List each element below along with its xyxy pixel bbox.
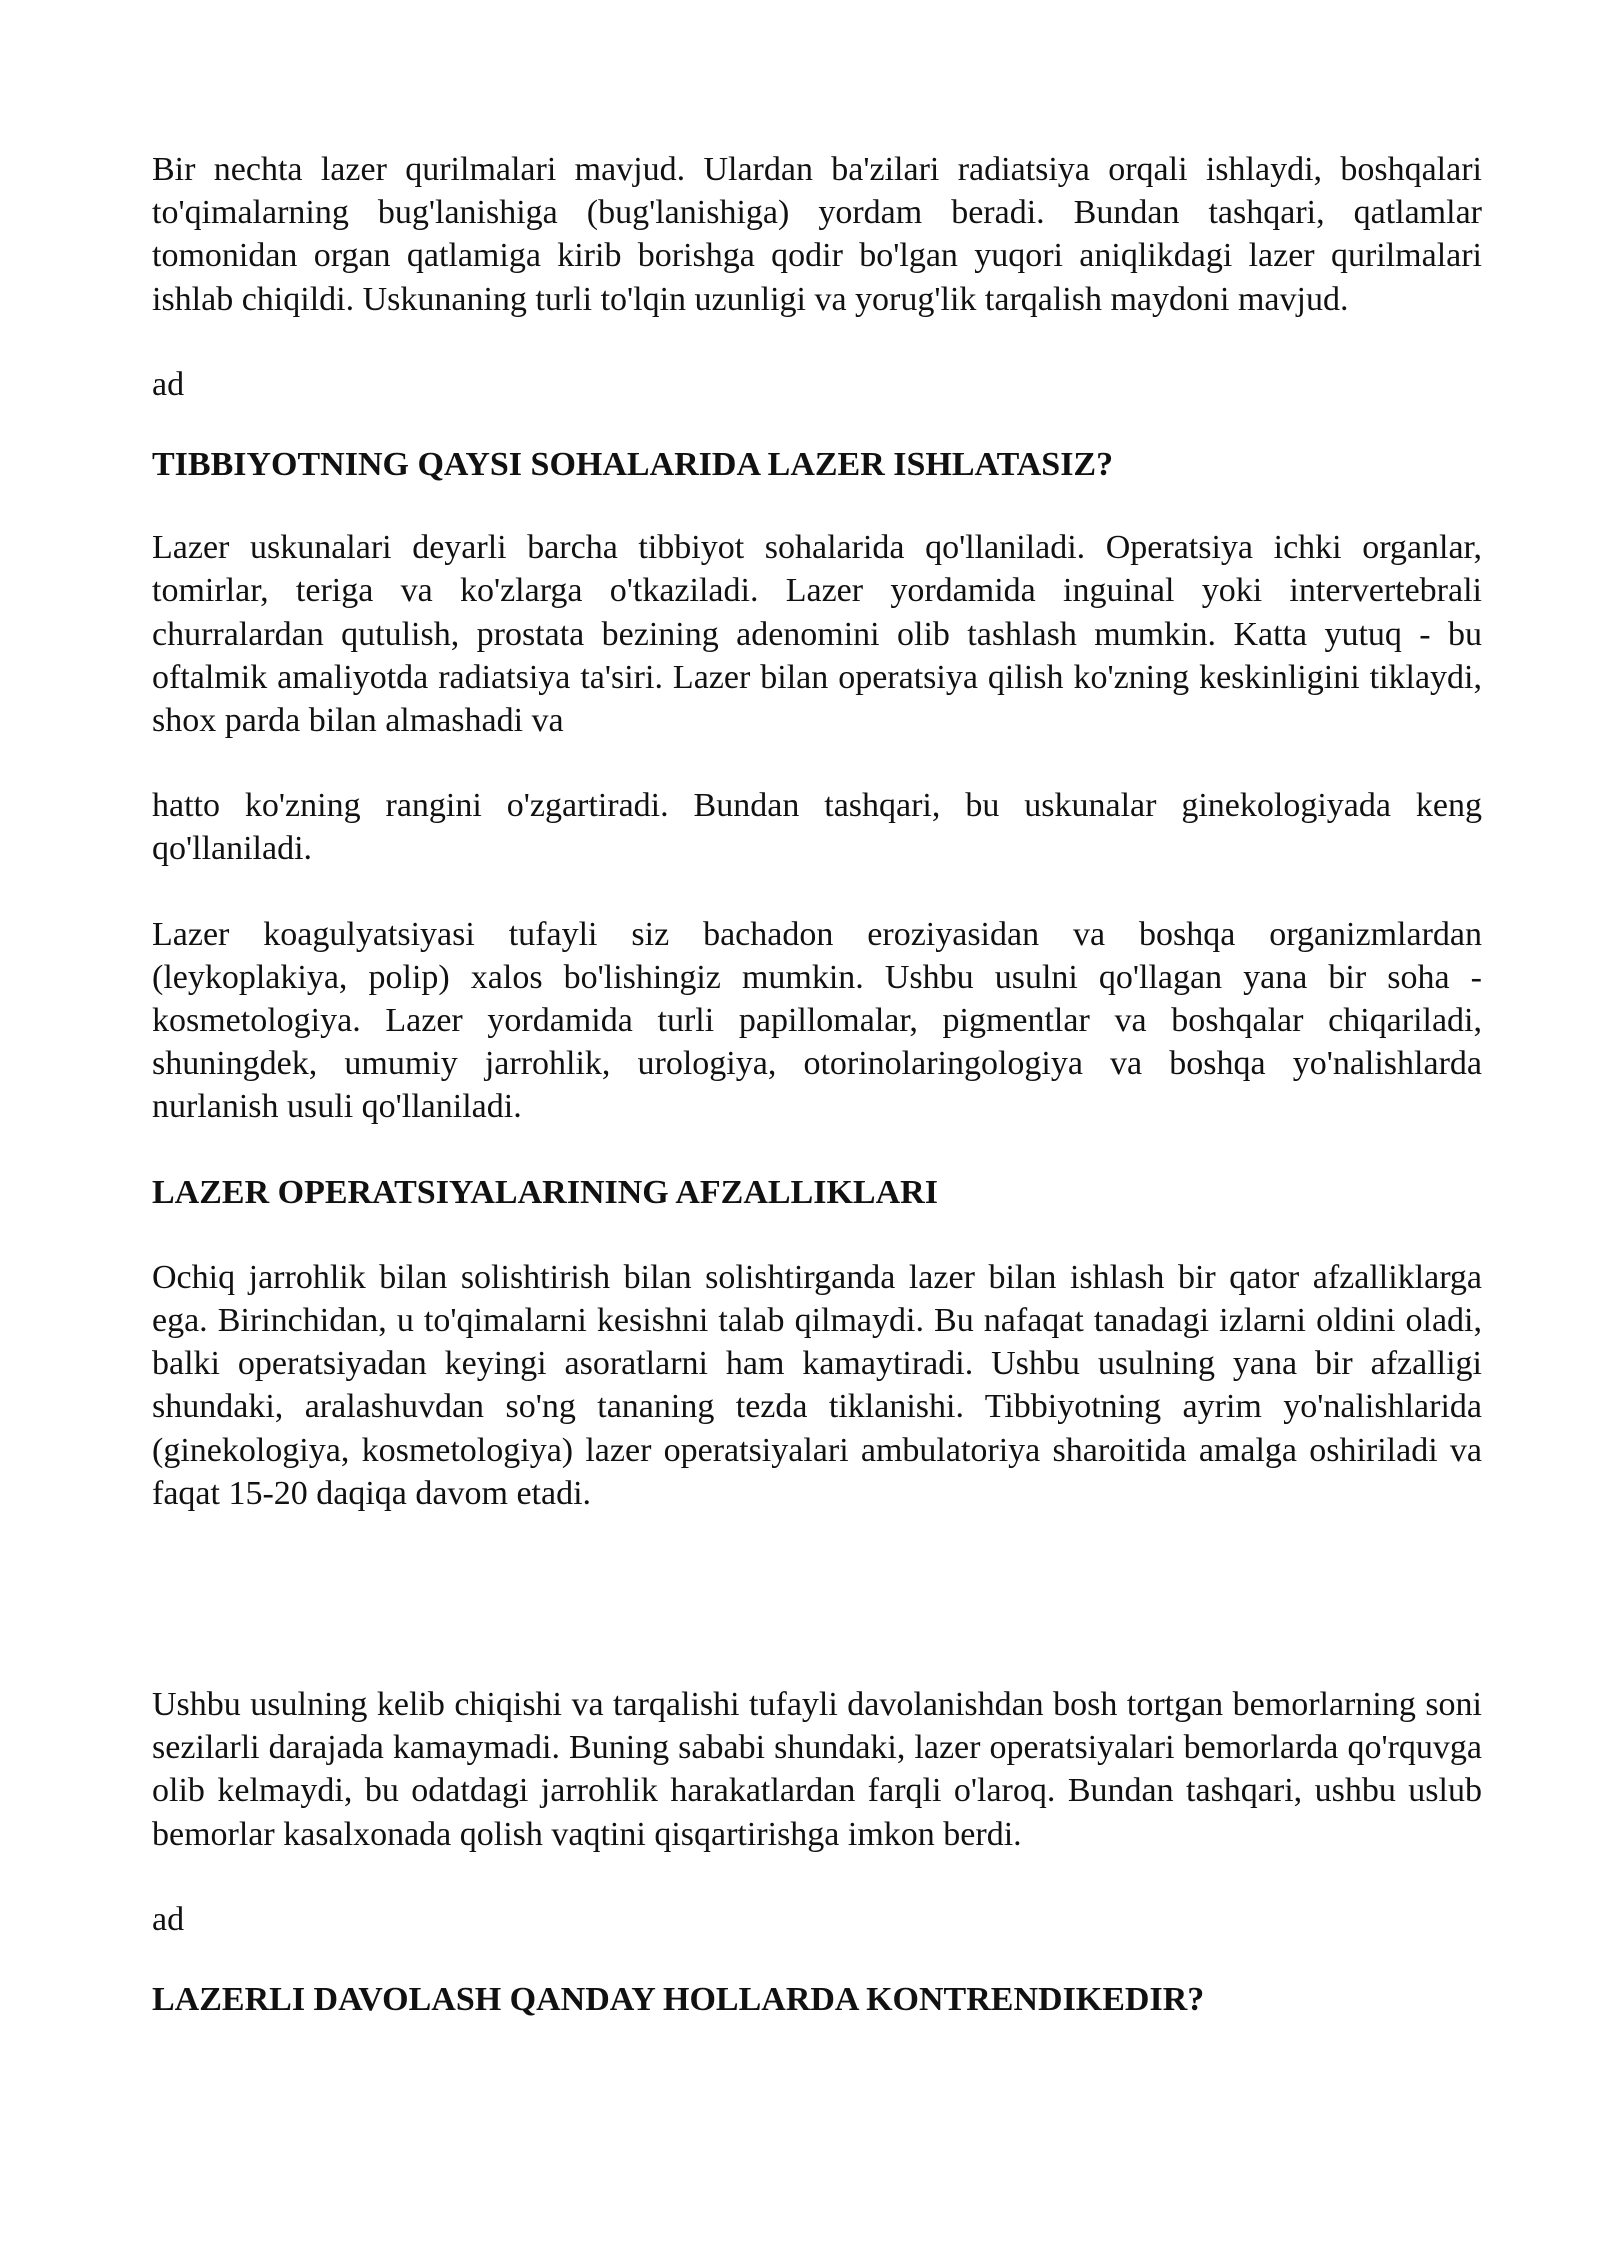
heading-contraindications: LAZERLI DAVOLASH QANDAY HOLLARDA KONTRENDIKEDIR?	[152, 1981, 1205, 2019]
ad-label: ad	[152, 365, 185, 403]
ad-label: ad	[152, 1900, 185, 1938]
paragraph-laser-devices: Bir nechta lazer qurilmalari mavjud. Ulardan ba'zilari radiatsiya orqali ishlaydi, boshqalari to'qimalarning bug'lanishiga (bug'lanishiga) yordam beradi. Bundan tashqari, qatlamlar tomonidan organ qatlamiga kirib borishga qodir bo'lgan yuqori aniqlikdagi lazer qurilmalari ishlab chiqildi. Uskunaning turli to'lqin uzunligi va yorug'lik tarqalish maydoni mavjud.	[152, 151, 1482, 318]
paragraph-patients: Ushbu usulning kelib chiqishi va tarqalishi tufayli davolanishdan bosh tortgan bemorlarning soni sezilarli darajada kamaymadi. Buning sababi shundaki, lazer operatsiyalari bemorlarda qo'rquvga olib kelmaydi, bu odatdagi jarrohlik harakatlardan farqli o'laroq. Bundan tashqari, ushbu uslub bemorlar kasalxonada qolish vaqtini qisqartirishga imkon berdi.	[152, 1686, 1482, 1853]
paragraph-laser-coagulation: Lazer koagulyatsiyasi tufayli siz bachadon eroziyasidan va boshqa organizmlardan (leykoplakiya, polip) xalos bo'lishingiz mumkin. Ushbu usulni qo'llagan yana bir soha - kosmetologiya. Lazer yordamida turli papillomalar, pigmentlar va boshqalar chiqariladi, shuningdek, umumiy jarrohlik, urologiya, otorinolaringologiya va boshqa yo'nalishlarda nurlanish usuli qo'llaniladi.	[152, 915, 1482, 1126]
document-page	[152, 148, 1482, 2021]
heading-advantages: LAZER OPERATSIYALARINING AFZALLIKLARI	[152, 1173, 938, 1211]
heading-medical-fields: TIBBIYOTNING QAYSI SOHALARIDA LAZER ISHLATASIZ?	[152, 446, 1114, 484]
paragraph-eye-color-gynecology: hatto ko'zning rangini o'zgartiradi. Bundan tashqari, bu uskunalar ginekologiyada keng qo'llaniladi.	[152, 787, 1482, 868]
paragraph-laser-equipment-usage: Lazer uskunalari deyarli barcha tibbiyot sohalarida qo'llaniladi. Operatsiya ichki organlar, tomirlar, teriga va ko'zlarga o'tkaziladi. Lazer yordamida inguinal yoki intervertebrali churralardan qutulish, prostata bezining adenomini olib tashlash mumkin. Katta yutuq - bu oftalmik amaliyotda radiatsiya ta'siri. Lazer bilan operatsiya qilish ko'zning keskinligini tiklaydi, shox parda bilan almashadi va	[152, 529, 1482, 740]
paragraph-advantages: Ochiq jarrohlik bilan solishtirish bilan solishtirganda lazer bilan ishlash bir qator afzalliklarga ega. Birinchidan, u to'qimalarni kesishni talab qilmaydi. Bu nafaqat tanadagi izlarni oldini oladi, balki operatsiyadan keyingi asoratlarni ham kamaytiradi. Ushbu usulning yana bir afzalligi shundaki, aralashuvdan so'ng tananing tezda tiklanishi. Tibbiyotning ayrim yo'nalishlarida (ginekologiya, kosmetologiya) lazer operatsiyalari ambulatoriya sharoitida amalga oshiriladi va faqat 15-20 daqiqa davom etadi.	[152, 1258, 1482, 1512]
